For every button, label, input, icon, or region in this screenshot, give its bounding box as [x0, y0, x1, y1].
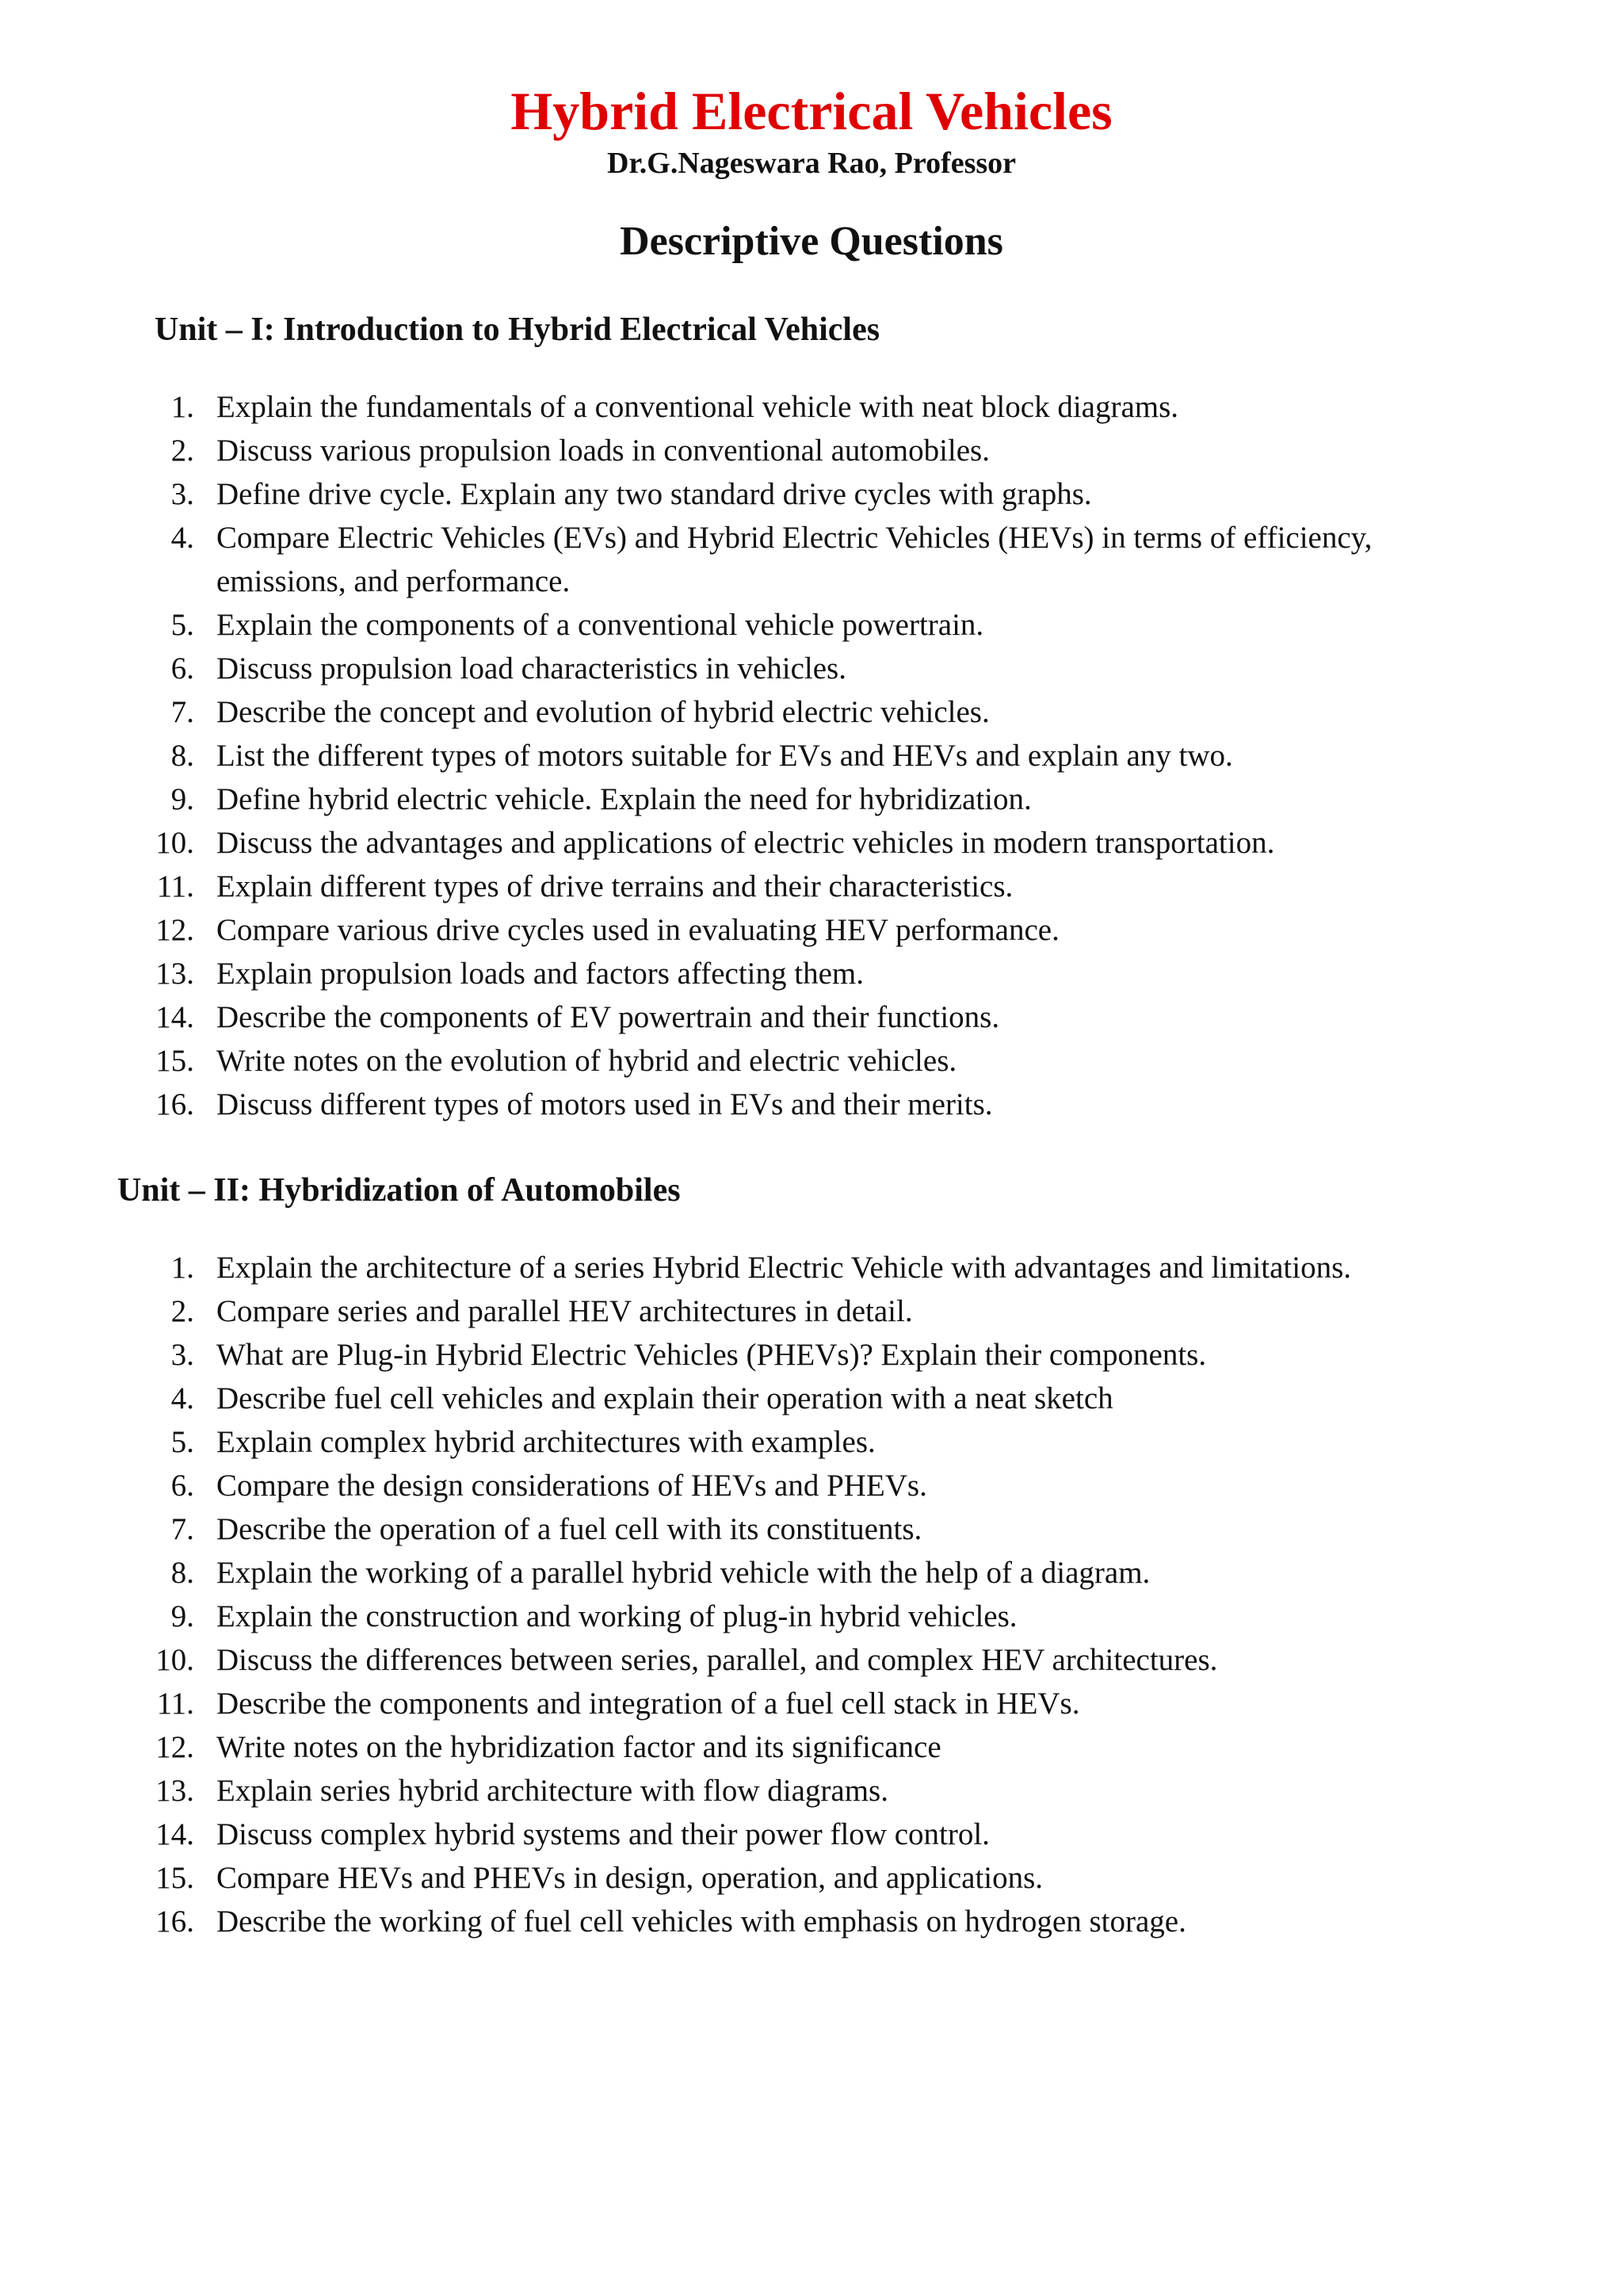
question-item	[0, 1333, 1623, 1377]
question-number: 13.	[155, 957, 194, 991]
question-item	[0, 821, 1623, 865]
question-item	[0, 1420, 1623, 1464]
question-text: Discuss the differences between series, parallel, and complex HEV architectures.	[216, 1643, 1218, 1677]
question-number: 7.	[170, 695, 194, 729]
question-text: Explain the components of a conventional vehicle powertrain.	[216, 608, 984, 642]
question-number: 9.	[170, 1599, 194, 1633]
question-number: 6.	[170, 1469, 194, 1503]
question-text: Explain the architecture of a series Hybrid Electric Vehicle with advantages and limitations.	[216, 1251, 1352, 1285]
question-text: Describe fuel cell vehicles and explain their operation with a neat sketch	[216, 1381, 1113, 1415]
question-item	[0, 647, 1623, 690]
question-number: 3.	[170, 477, 194, 511]
question-number: 9.	[170, 782, 194, 816]
question-item	[0, 908, 1623, 952]
question-item	[0, 1507, 1623, 1551]
question-text: Discuss different types of motors used in EVs and their merits.	[216, 1087, 993, 1121]
question-item	[0, 1551, 1623, 1595]
question-text: Explain series hybrid architecture with flow diagrams.	[216, 1774, 888, 1808]
question-number: 15.	[155, 1044, 194, 1078]
question-text: Discuss the advantages and applications of electric vehicles in modern transportation.	[216, 826, 1275, 860]
question-item	[0, 603, 1623, 647]
question-item	[0, 1039, 1623, 1083]
document-title: Hybrid Electrical Vehicles	[510, 81, 1113, 141]
question-text: Compare various drive cycles used in evaluating HEV performance.	[216, 913, 1060, 947]
question-text: Explain complex hybrid architectures with examples.	[216, 1425, 876, 1459]
question-text: Explain the working of a parallel hybrid vehicle with the help of a diagram.	[216, 1556, 1151, 1590]
question-number: 6.	[170, 651, 194, 686]
question-text: Explain different types of drive terrains and their characteristics.	[216, 869, 1014, 904]
question-item	[0, 1246, 1623, 1289]
question-number: 11.	[156, 869, 194, 904]
question-number: 13.	[155, 1774, 194, 1808]
question-item	[0, 734, 1623, 777]
question-text: Define hybrid electric vehicle. Explain the need for hybridization.	[216, 782, 1032, 816]
question-text: Explain propulsion loads and factors affecting them.	[216, 957, 864, 991]
unit-ii-heading: Unit – II: Hybridization of Automobiles	[117, 1172, 681, 1209]
question-item	[0, 1900, 1623, 1943]
question-number: 11.	[156, 1687, 194, 1721]
question-item	[0, 429, 1623, 472]
question-text: Explain the construction and working of plug-in hybrid vehicles.	[216, 1599, 1018, 1633]
question-number: 12.	[155, 1730, 194, 1764]
question-text: Describe the working of fuel cell vehicles with emphasis on hydrogen storage.	[216, 1904, 1186, 1939]
question-number: 15.	[155, 1861, 194, 1895]
question-number: 12.	[155, 913, 194, 947]
author-line: Dr.G.Nageswara Rao, Professor	[606, 147, 1017, 180]
question-text: Compare series and parallel HEV architectures in detail.	[216, 1294, 913, 1328]
question-item	[0, 516, 1623, 603]
question-text: Define drive cycle. Explain any two standard drive cycles with graphs.	[216, 477, 1092, 511]
question-text: Describe the concept and evolution of hybrid electric vehicles.	[216, 695, 990, 729]
unit-i-heading: Unit – I: Introduction to Hybrid Electrical Vehicles	[155, 311, 880, 348]
question-number: 10.	[155, 1643, 194, 1677]
question-item	[0, 952, 1623, 995]
question-item	[0, 777, 1623, 821]
question-text: Compare the design considerations of HEVs and PHEVs.	[216, 1469, 927, 1503]
question-text: Discuss propulsion load characteristics in vehicles.	[216, 651, 846, 686]
question-number: 7.	[170, 1512, 194, 1546]
question-item	[0, 472, 1623, 516]
question-number: 4.	[170, 521, 194, 555]
question-text: What are Plug-in Hybrid Electric Vehicles (PHEVs)? Explain their components.	[216, 1338, 1207, 1372]
question-text: List the different types of motors suitable for EVs and HEVs and explain any two.	[216, 739, 1233, 773]
unit-i-question-list	[0, 385, 1623, 1126]
question-number: 1.	[170, 1251, 194, 1285]
question-number: 3.	[170, 1338, 194, 1372]
question-number: 5.	[170, 1425, 194, 1459]
unit-ii-question-list	[0, 1246, 1623, 1943]
question-text: Discuss complex hybrid systems and their power flow control.	[216, 1817, 990, 1851]
question-item	[0, 1083, 1623, 1126]
question-text: Compare HEVs and PHEVs in design, operation, and applications.	[216, 1861, 1044, 1895]
question-number: 2.	[170, 1294, 194, 1328]
question-item	[0, 1725, 1623, 1769]
question-number: 8.	[170, 739, 194, 773]
question-number: 16.	[155, 1087, 194, 1121]
question-number: 4.	[170, 1381, 194, 1415]
question-number: 14.	[155, 1817, 194, 1851]
question-text: Write notes on the hybridization factor and its significance	[216, 1730, 941, 1764]
question-number: 16.	[155, 1904, 194, 1939]
question-text: Compare Electric Vehicles (EVs) and Hybrid Electric Vehicles (HEVs) in terms of efficiency, emissions, and performance.	[216, 521, 1373, 598]
question-text: Explain the fundamentals of a conventional vehicle with neat block diagrams.	[216, 390, 1179, 424]
question-item	[0, 385, 1623, 429]
question-number: 1.	[170, 390, 194, 424]
question-item	[0, 1464, 1623, 1507]
question-number: 5.	[170, 608, 194, 642]
question-item	[0, 995, 1623, 1039]
question-item	[0, 1289, 1623, 1333]
question-item	[0, 1638, 1623, 1682]
question-number: 10.	[155, 826, 194, 860]
question-number: 2.	[170, 434, 194, 468]
question-item	[0, 1682, 1623, 1725]
question-text: Describe the components of EV powertrain and their functions.	[216, 1000, 1000, 1034]
question-number: 8.	[170, 1556, 194, 1590]
question-text: Write notes on the evolution of hybrid and electric vehicles.	[216, 1044, 957, 1078]
question-text: Describe the operation of a fuel cell with its constituents.	[216, 1512, 922, 1546]
document-subtitle: Descriptive Questions	[620, 219, 1003, 264]
question-item	[0, 1595, 1623, 1638]
question-number: 14.	[155, 1000, 194, 1034]
question-item	[0, 690, 1623, 734]
question-text: Discuss various propulsion loads in conventional automobiles.	[216, 434, 990, 468]
question-item	[0, 1769, 1623, 1813]
question-item	[0, 1377, 1623, 1420]
question-item	[0, 1813, 1623, 1856]
question-text: Describe the components and integration of a fuel cell stack in HEVs.	[216, 1687, 1080, 1721]
question-item	[0, 1856, 1623, 1900]
question-item	[0, 865, 1623, 908]
